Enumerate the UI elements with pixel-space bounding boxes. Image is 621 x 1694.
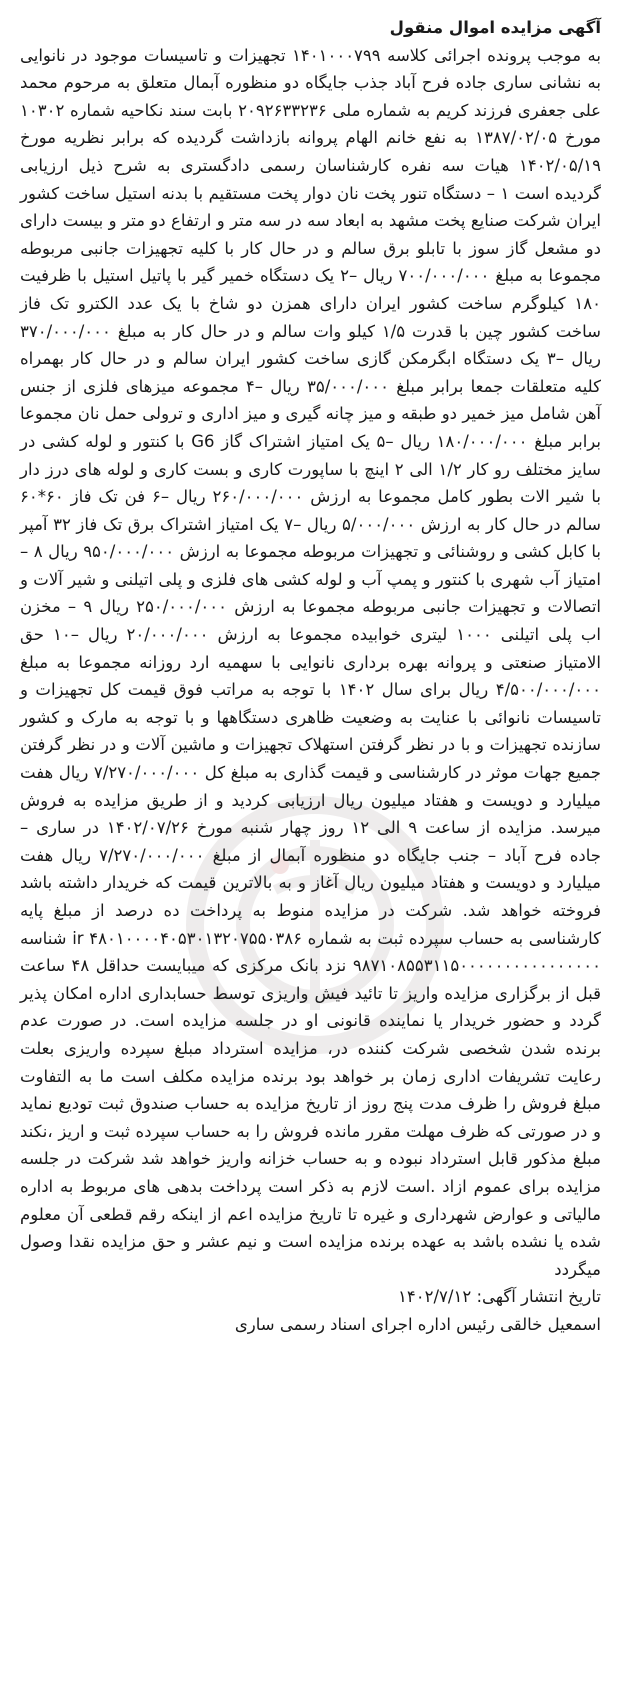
notice-body: به موجب پرونده اجرائی کلاسه ۱۴۰۱۰۰۰۷۹۹ تجهیزات و تاسیسات موجود در نانوایی به نشانی ساری جاده فرح آباد جذب جایگاه دو منظوره آبمال متعلق به مرحوم محمد علی جعفری فرزند کریم به شماره ملی ۲۰۹۲۶۳۳۲۳۶ بابت سند نکاحیه شماره ۱۰۳۰۲ مورخ ۱۳۸۷/۰۲/۰۵ به نفع خانم الهام پروانه بازداشت گردیده که برابر نظریه مورخ ۱۴۰۲/۰۵/۱۹ هیات سه نفره کارشناسان رسمی دادگستری به شرح ذیل ارزیابی گردیده است ۱ – دستگاه تنور پخت نان دوار پخت مستقیم با بدنه استیل ساخت کشور ایران شرکت صنایع پخت مشهد به ابعاد سه در سه متر و ارتفاع دو متر و بیست دارای دو مشعل گاز سوز با تابلو برق سالم و در حال کار با کلیه تجهیزات جانبی مربوطه مجموعا به مبلغ ۷۰۰/۰۰۰/۰۰۰ ریال –۲ یک دستگاه خمیر گیر با پاتیل استیل با ظرفیت ۱۸۰ کیلوگرم ساخت کشور ایران دارای همزن دو شاخ با یک عدد الکترو تک فاز ساخت کشور چین با قدرت ۱/۵ کیلو وات سالم و در حال کار به مبلغ ۳۷۰/۰۰۰/۰۰۰ ریال –۳ یک دستگاه ابگرمکن گازی ساخت کشور ایران سالم و در حال کار بهمراه کلیه متعلقات جمعا برابر مبلغ ۳۵/۰۰۰/۰۰۰ ریال –۴ مجموعه میزهای فلزی از جنس آهن شامل میز خمیر دو طبقه و میز چانه گیری و میز اداری و ترولی حمل نان مجموعا برابر مبلغ ۱۸۰/۰۰۰/۰۰۰ ریال –۵ یک امتیاز اشتراک گاز G6 با کنتور و لوله کشی در سایز مختلف رو کار ۱/۲ الی ۲ اینچ با ساپورت کاری و بست کاری و لوله های درز دار با شیر الات بطور کامل مجموعا به ارزش ۲۶۰/۰۰۰/۰۰۰ ریال –۶ فن تک فاز ۶۰*۶۰ سالم در حال کار به ارزش ۵/۰۰۰/۰۰۰ ریال –۷ یک امتیاز اشتراک برق تک فاز ۳۲ آمپر با کابل کشی و روشنائی و تجهیزات مربوطه مجموعا به ارزش ۹۵۰/۰۰۰/۰۰۰ ریال ۸ – امتیاز آب شهری با کنتور و پمپ آب و لوله کشی های فلزی و پلی اتیلنی و شیر آلات و اتصالات و تجهیزات جانبی مربوطه مجموعا به ارزش ۲۵۰/۰۰۰/۰۰۰ ریال ۹ – مخزن اب پلی اتیلنی ۱۰۰۰ لیتری خوابیده مجموعا به ارزش ۲۰/۰۰۰/۰۰۰ ریال –۱۰ حق الامتیاز صنعتی و پروانه بهره برداری نانوایی با سهمیه ارد روزانه مجموعا به مبلغ ۴/۵۰۰/۰۰۰/۰۰۰ ریال برای سال ۱۴۰۲ با توجه به مراتب فوق قیمت کل تجهیزات و تاسیسات نانوائی با عنایت به وضعیت ظاهری دستگاهها و با توجه به مارک و کشور سازنده تجهیزات و با در نظر گرفتن استهلاک تجهیزات و ماشین آلات و در نظر گرفتن جمیع جهات موثر در کارشناسی و قیمت گذاری به مبلغ کل ۷/۲۷۰/۰۰۰/۰۰۰ ریال هفت میلیارد و دویست و هفتاد میلیون ریال ارزیابی کردید و از طریق مزایده به فروش میرسد. مزایده از ساعت ۹ الی ۱۲ روز چهار شنبه مورخ ۱۴۰۲/۰۷/۲۶ در ساری – جاده فرح آباد – جنب جایگاه دو منظوره آبمال از مبلغ ۷/۲۷۰/۰۰۰/۰۰۰ ریال هفت میلیارد و دویست و هفتاد میلیون ریال آغاز و به بالاترین قیمت که خریدار داشته باشد فروخته خواهد شد. شرکت در مزایده منوط به پرداخت ده درصد از مبلغ پایه کارشناسی به حساب سپرده ثبت به شماره ۴۸۰۱۰۰۰۰۴۰۵۳۰۱۳۲۰۷۵۵۰۳۸۶ ir شناسه ۹۸۷۱۰۸۵۵۳۱۱۵۰۰۰۰۰۰۰۰۰۰۰۰۰۰۰۰ نزد بانک مرکزی که میبایست حداقل ۴۸ ساعت قبل از برگزاری مزایده واریز تا تائید فیش واریزی توسط حسابداری اداره امکان پذیر گردد و حضور خریدار یا نماینده قانونی او در جلسه مزایده است. در صورت عدم برنده شدن شخصی شرکت کننده در، مزایده استرداد مبلغ سپرده واریزی بعلت رعایت تشریفات اداری زمان بر خواهد بود برنده مزایده مکلف است ما به التفاوت مبلغ فروش را ظرف مدت پنج روز از تاریخ مزایده به حساب صندوق ثبت تودیع نماید و در صورتی که ظرف مهلت مقرر مانده فروش را به حساب سپرده ثبت و اریز ،نکند مبلغ مذکور قابل استرداد نبوده و به حساب خزانه واریز خواهد شد شرکت در جلسه مزایده برای عموم ازاد .است لازم به ذکر است پرداخت بدهی های مربوط به اداره مالیاتی و عوارض شهرداری و غیره تا تاریخ مزایده اعم از اینکه رقم قطعی آن معلوم شده یا نشده باشد به عهده برنده مزایده است و نیم عشر و حق مزایده نقدا وصول میگردد xyxy=(20,45,602,1279)
publish-date-label: تاریخ انتشار آگهی: xyxy=(476,1287,601,1307)
signature-line: اسمعیل خالقی رئیس اداره اجرای اسناد رسمی ساری xyxy=(234,1314,601,1334)
notice-title: آگهی مزایده اموال منقول xyxy=(389,18,601,37)
publish-date-value: ۱۴۰۲/۷/۱۲ xyxy=(398,1287,472,1307)
publish-date-line xyxy=(20,1283,601,1311)
